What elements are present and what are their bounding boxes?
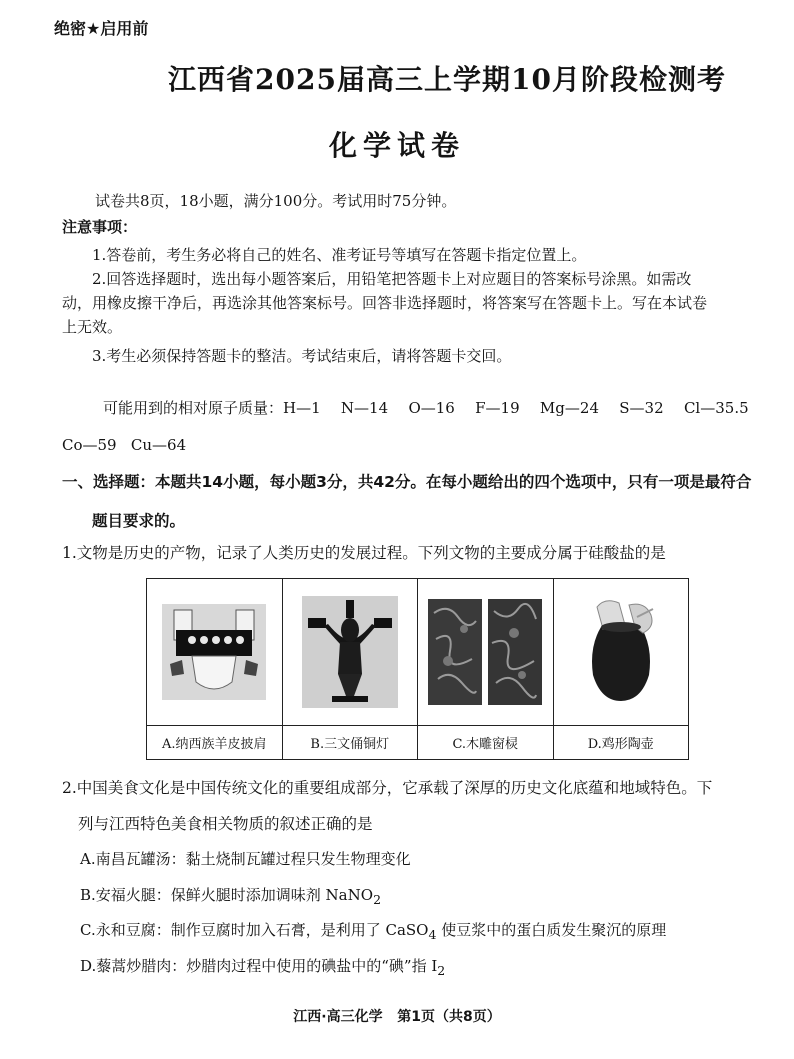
option-c-cell [418, 579, 554, 759]
note-item-2-line-1: 2.回答选择题时，选出每小题答案后，用铅笔把答题卡上对应题目的答案标号涂黑。如需改 [92, 270, 692, 288]
page-footer: 江西·高三化学 第1页（共8页） [293, 1009, 501, 1025]
sheepskin-shawl-image [147, 579, 282, 726]
note-item-1: 1.答卷前，考生务必将自己的姓名、准考证号等填写在答题卡指定位置上。 [92, 246, 587, 264]
question-2-option-b [80, 884, 381, 907]
option-d-text: D.藜蒿炒腊肉：炒腊肉过程中使用的碘盐中的“碘”指 I [80, 957, 438, 975]
exam-subject-title: 化学试卷 [328, 129, 465, 162]
wood-carving-image [418, 579, 553, 726]
note-item-3: 3.考生必须保持答题卡的整洁。考试结束后，请将答题卡交回。 [92, 347, 512, 365]
question-2-option-c [80, 919, 666, 942]
option-c-text-post: 使豆浆中的蛋白质发生聚沉的原理 [436, 921, 667, 939]
bronze-lamp-image [283, 579, 418, 726]
option-b-subscript: 2 [373, 892, 382, 907]
option-c-subscript: 4 [428, 927, 437, 942]
confidential-label: 绝密★启用前 [54, 19, 149, 38]
option-b-cell [283, 579, 419, 759]
question-1-stem: 1.文物是历史的产物，记录了人类历史的发展过程。下列文物的主要成分属于硅酸盐的是 [62, 544, 666, 562]
pottery-pot-image [554, 579, 689, 726]
question-2-stem-line-2: 列与江西特色美食相关物质的叙述正确的是 [78, 815, 373, 833]
option-a-cell [147, 579, 283, 759]
question-1-artifact-table [146, 578, 689, 760]
option-d-subscript: 2 [437, 963, 446, 978]
note-item-2-line-2: 动，用橡皮擦干净后，再选涂其他答案标号。回答非选择题时，将答案写在答题卡上。写在本试卷 [62, 294, 708, 312]
question-2-stem-line-1: 2.中国美食文化是中国传统文化的重要组成部分，它承载了深厚的历史文化底蕴和地域特色。下 [62, 779, 713, 797]
atomic-masses-line-2: Co—59 Cu—64 [62, 436, 187, 454]
section-1-heading-line-1: 一、选择题：本题共14小题，每小题3分，共42分。在每小题给出的四个选项中，只有一项是最符合 [62, 473, 752, 491]
note-item-2-line-3: 上无效。 [62, 318, 123, 336]
option-c-caption: C.木雕窗棂 [452, 737, 519, 752]
question-2-option-a: A.南昌瓦罐汤：黏土烧制瓦罐过程只发生物理变化 [80, 850, 411, 868]
option-d-cell [554, 579, 689, 759]
option-c-text-pre: C.永和豆腐：制作豆腐时加入石膏，是利用了 CaSO [80, 921, 429, 939]
atomic-masses-line-1: 可能用到的相对原子质量：H—1 N—14 O—16 F—19 Mg—24 S—32 Cl—35.5 [103, 399, 749, 417]
exam-intro: 试卷共8页，18小题，满分100分。考试用时75分钟。 [95, 192, 457, 210]
option-b-caption: B.三文俑铜灯 [310, 737, 390, 752]
option-d-caption: D.鸡形陶壶 [587, 737, 654, 752]
question-2-option-d [80, 955, 445, 978]
option-b-text: B.安福火腿：保鲜火腿时添加调味剂 NaNO [80, 886, 374, 904]
exam-title: 江西省2025届高三上学期10月阶段检测考 [168, 63, 726, 96]
notes-heading: 注意事项： [62, 218, 138, 236]
section-1-heading-line-2: 题目要求的。 [92, 512, 186, 530]
option-a-caption: A.纳西族羊皮披肩 [161, 737, 267, 752]
